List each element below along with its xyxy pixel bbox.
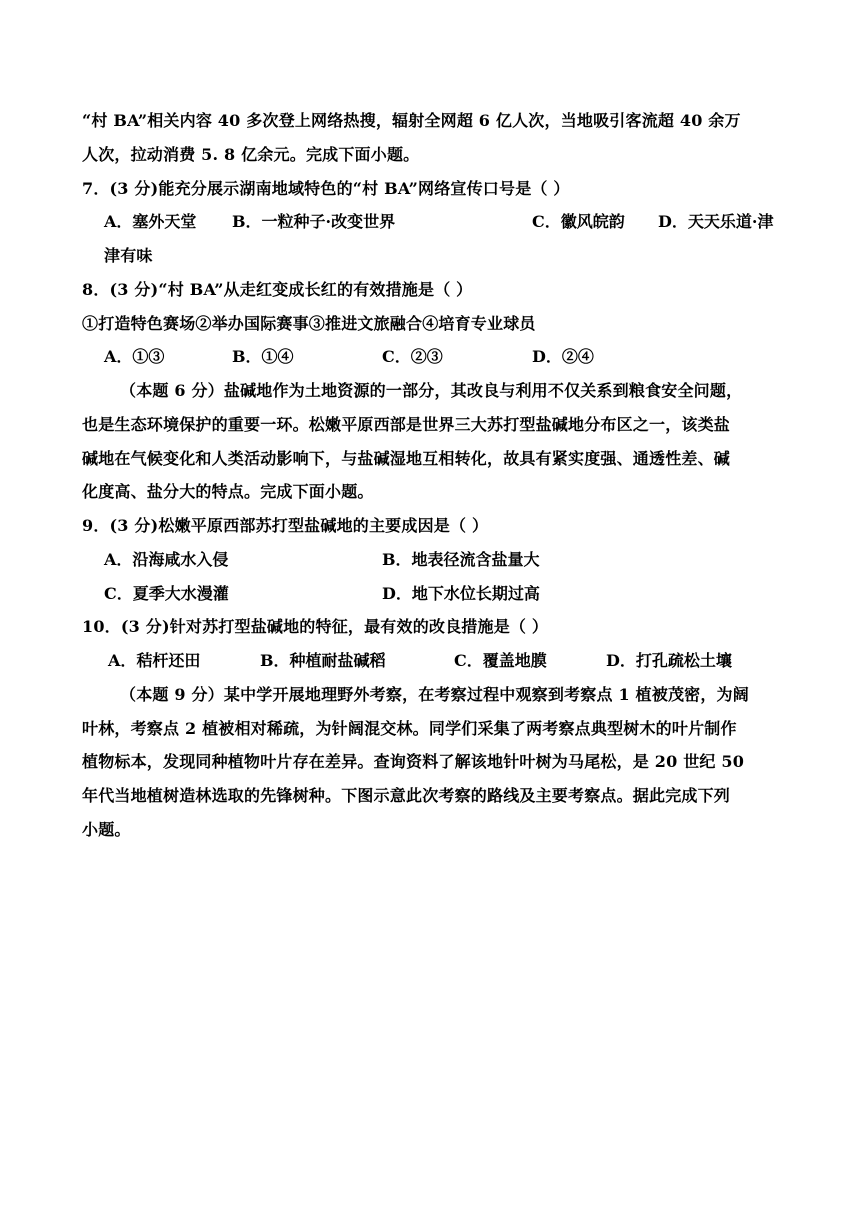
q8-option-b[interactable]: B．①④: [232, 347, 294, 366]
q7-stem: 7．(3 分)能充分展示湖南地域特色的“村 BA”网络宣传口号是（ ）: [82, 179, 570, 198]
q10-option-c[interactable]: C．覆盖地膜: [454, 651, 547, 670]
intro1-line2: 人次，拉动消费 5. 8 亿余元。完成下面小题。: [82, 145, 420, 164]
q9-option-c[interactable]: C．夏季大水漫灌: [104, 584, 229, 603]
intro2-line2: 也是生态环境保护的重要一环。松嫩平原西部是世界三大苏打型盐碱地分布区之一，该类盐: [82, 415, 731, 434]
q10-option-a[interactable]: A．秸杆还田: [108, 651, 201, 670]
q10-option-b[interactable]: B．种植耐盐碱稻: [260, 651, 386, 670]
q9-stem: 9．(3 分)松嫩平原西部苏打型盐碱地的主要成因是（ ）: [82, 516, 489, 535]
q7-option-a[interactable]: A．塞外天堂: [104, 212, 197, 231]
q8-stem: 8．(3 分)“村 BA”从走红变成长红的有效措施是（ ）: [82, 280, 473, 299]
q8-option-a[interactable]: A．①③: [104, 347, 165, 366]
q10-stem: 10．(3 分)针对苏打型盐碱地的特征，最有效的改良措施是（ ）: [82, 617, 549, 636]
q7-option-b[interactable]: B．一粒种子·改变世界: [232, 212, 396, 231]
q8-option-c[interactable]: C．②③: [382, 347, 443, 366]
intro3-line3: 植物标本，发现同种植物叶片存在差异。查询资料了解该地针叶树为马尾松，是 20 世纪 50: [82, 752, 745, 771]
q8-option-d[interactable]: D．②④: [532, 347, 594, 366]
intro3-line1: （本题 9 分）某中学开展地理野外考察，在考察过程中观察到考察点 1 植被茂密，为阔: [120, 685, 749, 704]
q7-option-d[interactable]: D．天天乐道·津: [658, 212, 774, 231]
intro2-line1: （本题 6 分）盐碱地作为土地资源的一部分，其改良与利用不仅关系到粮食安全问题，: [120, 381, 743, 400]
q9-option-a[interactable]: A．沿海咸水入侵: [104, 550, 229, 569]
q9-option-d[interactable]: D．地下水位长期过高: [382, 584, 540, 603]
intro1-line1: “村 BA”相关内容 40 多次登上网络热搜，辐射全网超 6 亿人次，当地吸引客流超 40 余万: [82, 111, 741, 130]
intro2-line3: 碱地在气候变化和人类活动影响下，与盐碱湿地互相转化，故具有紧实度强、通透性差、碱: [82, 449, 731, 468]
q7-option-d-continuation: 津有味: [104, 246, 153, 265]
q7-option-c[interactable]: C．徽风皖韵: [532, 212, 625, 231]
q8-items: ①打造特色赛场②举办国际赛事③推进文旅融合④培育专业球员: [82, 314, 536, 333]
intro3-line2: 叶林，考察点 2 植被相对稀疏，为针阔混交林。同学们采集了两考察点典型树木的叶片制作: [82, 719, 737, 738]
q9-option-b[interactable]: B．地表径流含盐量大: [382, 550, 540, 569]
q10-option-d[interactable]: D．打孔疏松土壤: [606, 651, 732, 670]
intro3-line5: 小题。: [82, 820, 131, 839]
intro3-line4: 年代当地植树造林选取的先锋树种。下图示意此次考察的路线及主要考察点。据此完成下列: [82, 786, 731, 805]
intro2-line4: 化度高、盐分大的特点。完成下面小题。: [82, 482, 374, 501]
